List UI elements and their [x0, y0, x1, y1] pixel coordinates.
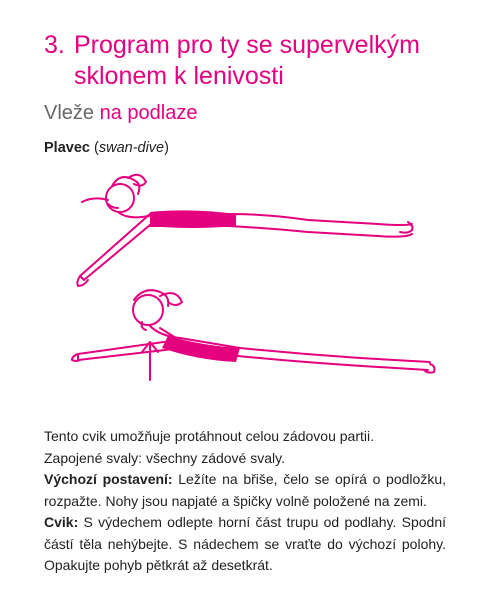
- exercise-name-cz: Plavec: [44, 140, 90, 156]
- exercise-paren-open: (: [94, 140, 99, 156]
- section-heading: [44, 102, 197, 125]
- description-intro: Tento cvik umožňuje protáhnout celou zádovou partii.: [44, 428, 374, 444]
- exercise-illustration: [0, 160, 491, 400]
- start-position-label: Výchozí postavení:: [44, 471, 173, 487]
- exercise-description: [44, 426, 446, 577]
- figure-swimmer-1-leotard: [150, 210, 236, 228]
- exercise-label: Cvik:: [44, 514, 79, 530]
- start-position-text: Ležíte na břiše, čelo se opírá o podložku, rozpažte. Nohy jsou napjaté a špičky volně položené na zemi.: [44, 471, 446, 509]
- description-exercise: [44, 512, 446, 577]
- description-start-position: [44, 469, 446, 512]
- chapter-title: Program pro ty se supervelkým sklonem k lenivosti: [74, 31, 420, 90]
- exercise-name-en: swan-dive: [98, 140, 165, 156]
- description-muscles: Zapojené svaly: všechny zádové svaly.: [44, 449, 285, 466]
- chapter-number: 3.: [44, 31, 65, 59]
- figure-swimmer-1: [77, 175, 412, 286]
- section-heading-part2: na podlaze: [99, 102, 198, 124]
- figure-swimmer-2-leotard: [162, 336, 240, 362]
- figure-swimmer-2: [72, 290, 435, 380]
- chapter-heading: [44, 30, 484, 92]
- exercise-text: S výdechem odlepte horní část trupu od podlahy. Spodní částí těla nehýbejte. S nádechem se vraťte do výchozí polohy. Opakujte pohyb pětkrát až desetkrát.: [44, 514, 446, 573]
- exercise-name: [44, 140, 169, 156]
- exercise-paren-close: ): [164, 140, 169, 156]
- section-heading-part1: Vleže: [44, 102, 95, 124]
